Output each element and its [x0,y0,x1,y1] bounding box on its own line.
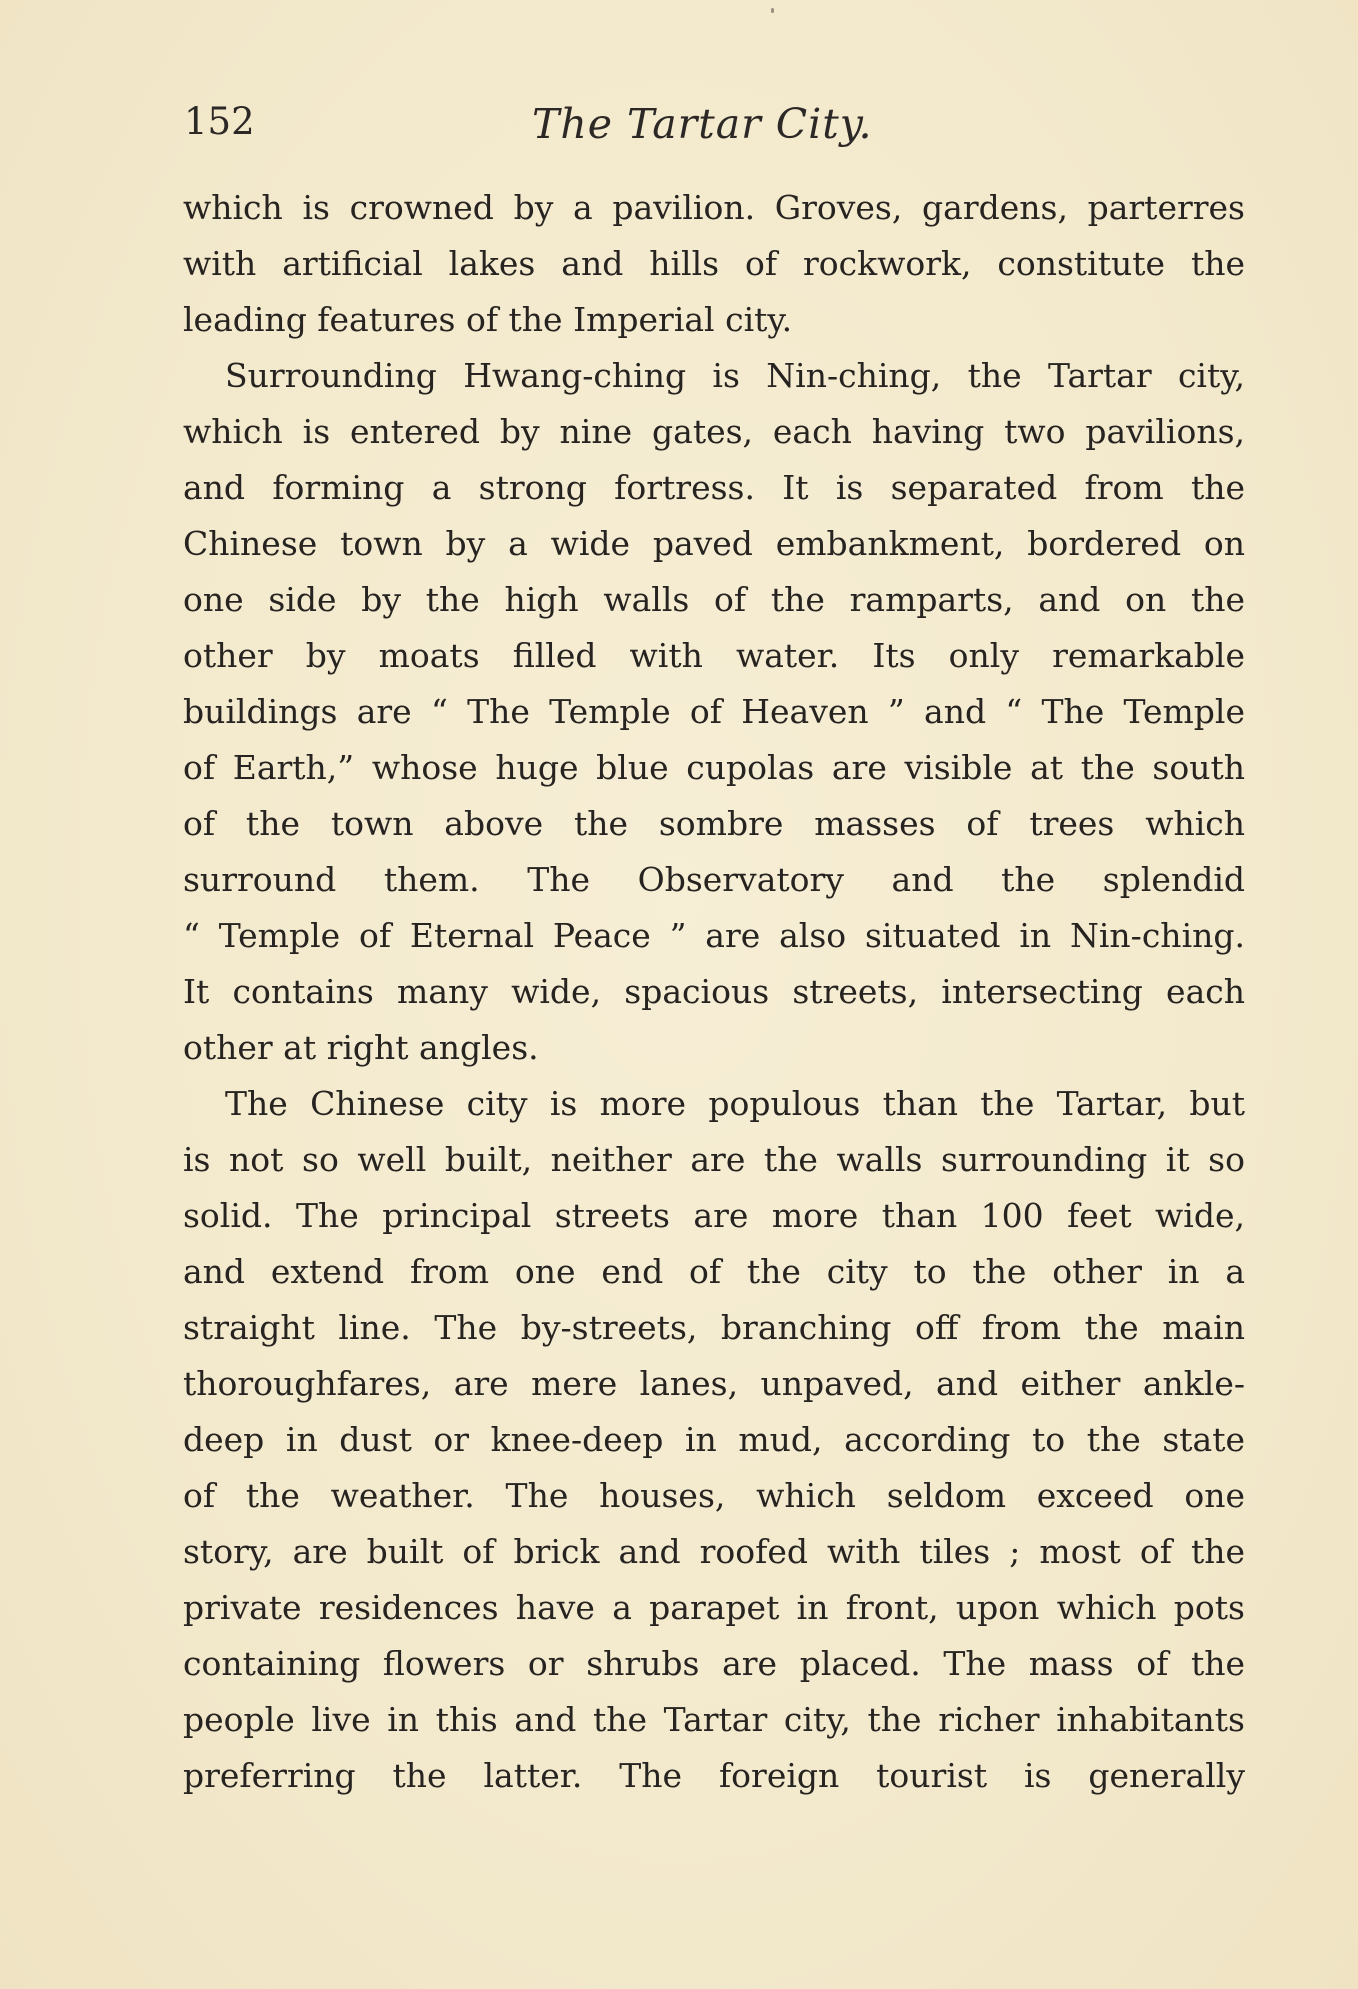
text-line: which is crowned by a pavilion. Groves, gardens, parterres [183,188,1245,227]
text-line: other by moats filled with water. Its only remarkable [183,636,1245,675]
text-line: of the town above the sombre masses of trees which [183,804,1245,843]
text-line: is not so well built, neither are the walls surrounding it so [183,1140,1245,1179]
running-title: The Tartar City. [532,100,873,148]
text-line: Surrounding Hwang-ching is Nin-ching, the Tartar city, [225,356,1245,395]
text-line: one side by the high walls of the ramparts, and on the [183,580,1245,619]
text-line: with artificial lakes and hills of rockwork, constitute the [183,244,1245,283]
text-line: thoroughfares, are mere lanes, unpaved, and either ankle- [183,1364,1245,1403]
body-text [183,180,1245,1804]
text-line: The Chinese city is more populous than the Tartar, but [225,1084,1245,1123]
text-line: Chinese town by a wide paved embankment, bordered on [183,524,1245,563]
text-line: of the weather. The houses, which seldom exceed one [183,1476,1245,1515]
text-line: of Earth,” whose huge blue cupolas are visible at the south [183,748,1245,787]
text-line: which is entered by nine gates, each having two pavilions, [183,412,1245,451]
text-line: other at right angles. [183,1028,539,1067]
text-line: preferring the latter. The foreign tourist is generally [183,1756,1245,1795]
page-number: 152 [184,100,255,143]
text-line: and extend from one end of the city to the other in a [183,1252,1245,1291]
text-line: private residences have a parapet in front, upon which pots [183,1588,1245,1627]
text-line: straight line. The by-streets, branching off from the main [183,1308,1245,1347]
paper-speck [771,8,774,13]
text-line: It contains many wide, spacious streets, intersecting each [183,972,1245,1011]
text-line: “ Temple of Eternal Peace ” are also situated in Nin-ching. [183,916,1245,955]
text-line: story, are built of brick and roofed with tiles ; most of the [183,1532,1245,1571]
text-line: solid. The principal streets are more than 100 feet wide, [183,1196,1245,1235]
text-line: surround them. The Observatory and the splendid [183,860,1245,899]
text-line: deep in dust or knee-deep in mud, according to the state [183,1420,1245,1459]
text-line: containing flowers or shrubs are placed. The mass of the [183,1644,1245,1683]
page-header [180,96,1248,156]
text-line: people live in this and the Tartar city, the richer inhabitants [183,1700,1245,1739]
text-line: and forming a strong fortress. It is separated from the [183,468,1245,507]
text-line: leading features of the Imperial city. [183,300,793,339]
text-line: buildings are “ The Temple of Heaven ” and “ The Temple [183,692,1245,731]
